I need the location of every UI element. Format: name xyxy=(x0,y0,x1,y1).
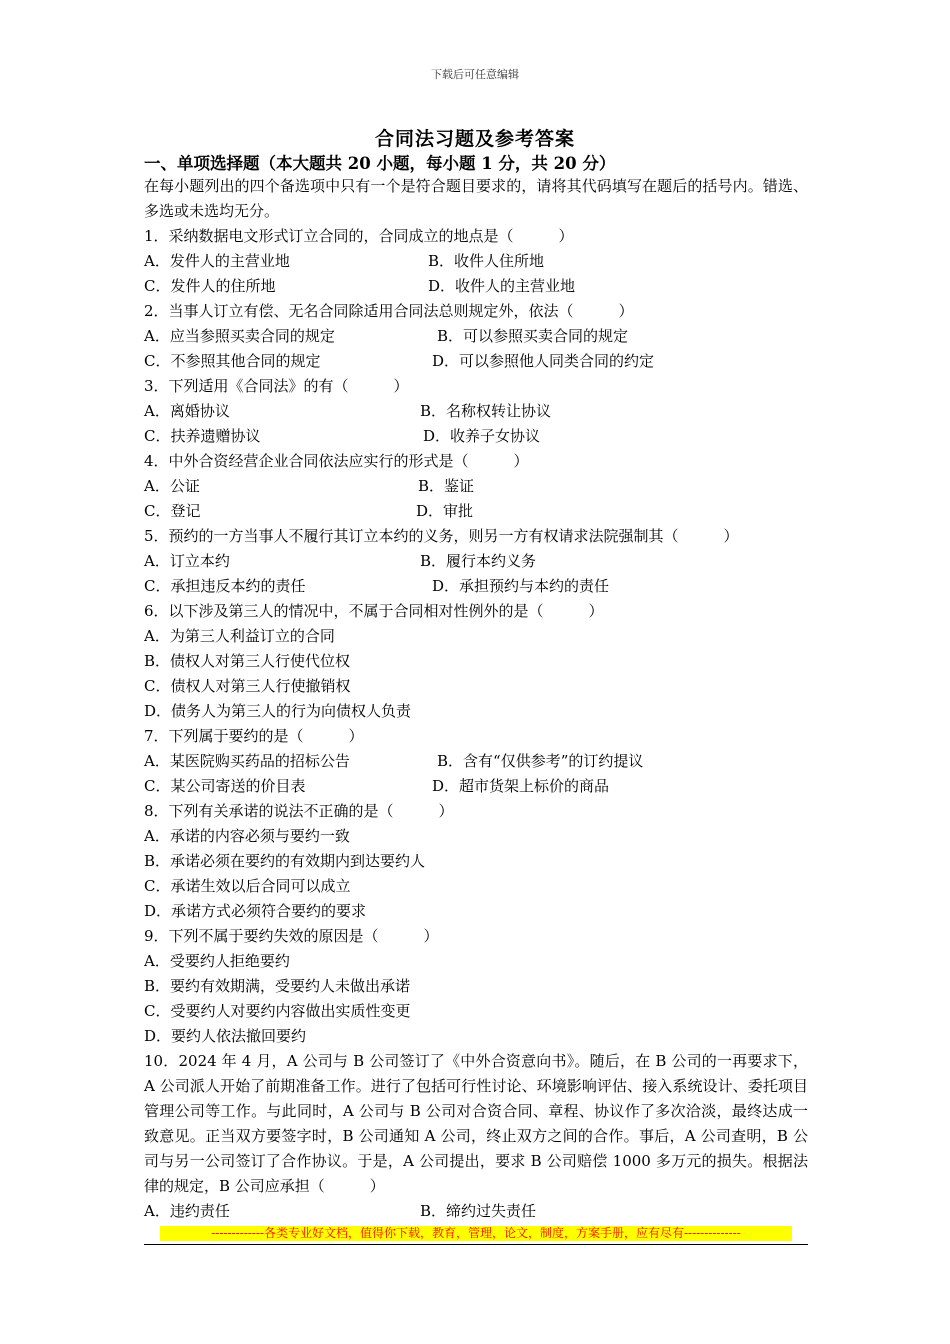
option-d: D．收件人的主营业地 xyxy=(428,277,576,295)
option-b: B．含有“仅供参考”的订约提议 xyxy=(437,752,644,770)
option-row xyxy=(144,274,808,299)
option-row xyxy=(144,474,808,499)
option-d: D．要约人依法撤回要约 xyxy=(144,1027,307,1045)
option-c: C．发件人的住所地 xyxy=(144,277,276,295)
option-b: B．收件人住所地 xyxy=(428,252,545,270)
instructions: 在每小题列出的四个备选项中只有一个是符合题目要求的，请将其代码填写在题后的括号内。错选、多选或未选均无分。 xyxy=(144,177,808,220)
option-b: B．可以参照买卖合同的规定 xyxy=(437,327,629,345)
option-b: B．鉴证 xyxy=(418,477,475,495)
option-row xyxy=(144,349,808,374)
option-a: A．受要约人拒绝要约 xyxy=(144,952,290,970)
option-row xyxy=(144,249,808,274)
footer-banner: -------------各类专业好文档，值得你下载，教育，管理，论文，制度，方案手册，应有尽有-------------- xyxy=(160,1226,792,1241)
question-stem: 10．2024 年 4 月，A 公司与 B 公司签订了《中外合资意向书》。随后，在 B 公司的一再要求下，A 公司派人开始了前期准备工作。进行了包括可行性讨论、环境影响评估、接入系统设计、委托项目管理公司等工作。与此同时，A 公司与 B 公司对合资合同、章程、协议作了多次洽淡，最终达成一致意见。正当双方要签字时，B 公司通知 A 公司，终止双方之间的合作。事后，A 公司查明，B 公司与另一公司签订了合作协议。于是，A 公司提出，要求 B 公司赔偿 1000 多万元的损失。根据法律的规定，B 公司应承担（ ） xyxy=(144,1052,808,1195)
option-a: A．发件人的主营业地 xyxy=(144,252,290,270)
footer-rule xyxy=(144,1244,808,1245)
option-row xyxy=(144,1199,808,1224)
question-stem: 3．下列适用《合同法》的有（ ） xyxy=(144,377,409,395)
option-d: D．可以参照他人同类合同的约定 xyxy=(432,352,655,370)
option-row xyxy=(144,399,808,424)
question-stem: 4．中外合资经营企业合同依法应实行的形式是（ ） xyxy=(144,452,529,470)
option-b: B．承诺必须在要约的有效期内到达要约人 xyxy=(144,852,426,870)
option-b: B．履行本约义务 xyxy=(420,552,537,570)
option-d: D．承担预约与本约的责任 xyxy=(432,577,610,595)
option-row xyxy=(144,774,808,799)
question-stem: 2．当事人订立有偿、无名合同除适用合同法总则规定外，依法（ ） xyxy=(144,302,634,320)
option-row xyxy=(144,574,808,599)
option-d: D．审批 xyxy=(416,502,474,520)
option-d: D．债务人为第三人的行为向债权人负责 xyxy=(144,702,412,720)
option-d: D．承诺方式必须符合要约的要求 xyxy=(144,902,367,920)
option-c: C．受要约人对要约内容做出实质性变更 xyxy=(144,1002,411,1020)
option-row xyxy=(144,424,808,449)
option-a: A．订立本约 xyxy=(144,552,230,570)
option-d: D．收养子女协议 xyxy=(423,427,541,445)
question-stem: 6．以下涉及第三人的情况中，不属于合同相对性例外的是（ ） xyxy=(144,602,604,620)
option-row xyxy=(144,324,808,349)
question-list xyxy=(144,174,808,1224)
option-a: A．应当参照买卖合同的规定 xyxy=(144,327,335,345)
document-title: 合同法习题及参考答案 xyxy=(374,128,575,150)
option-a: A．为第三人利益订立的合同 xyxy=(144,627,335,645)
option-c: C．债权人对第三人行使撤销权 xyxy=(144,677,351,695)
header-note: 下载后可任意编辑 xyxy=(431,68,519,81)
option-a: A．违约责任 xyxy=(144,1202,230,1220)
option-row xyxy=(144,749,808,774)
option-b: B．名称权转让协议 xyxy=(420,402,552,420)
option-row xyxy=(144,549,808,574)
option-c: C．某公司寄送的价目表 xyxy=(144,777,306,795)
question-stem: 8．下列有关承诺的说法不正确的是（ ） xyxy=(144,802,454,820)
question-stem: 5．预约的一方当事人不履行其订立本约的义务，则另一方有权请求法院强制其（ ） xyxy=(144,527,739,545)
option-b: B．缔约过失责任 xyxy=(420,1202,537,1220)
option-c: C．承诺生效以后合同可以成立 xyxy=(144,877,351,895)
option-row xyxy=(144,499,808,524)
option-c: C．不参照其他合同的规定 xyxy=(144,352,321,370)
option-c: C．扶养遗赠协议 xyxy=(144,427,261,445)
question-stem: 7．下列属于要约的是（ ） xyxy=(144,727,364,745)
option-c: C．承担违反本约的责任 xyxy=(144,577,306,595)
option-a: A．某医院购买药品的招标公告 xyxy=(144,752,350,770)
option-a: A．离婚协议 xyxy=(144,402,230,420)
section-heading: 一、单项选择题（本大题共 20 小题，每小题 1 分，共 20 分） xyxy=(144,154,616,173)
option-c: C．登记 xyxy=(144,502,201,520)
option-b: B．要约有效期满，受要约人未做出承诺 xyxy=(144,977,411,995)
option-b: B．债权人对第三人行使代位权 xyxy=(144,652,351,670)
option-a: A．承诺的内容必须与要约一致 xyxy=(144,827,350,845)
option-d: D．超市货架上标价的商品 xyxy=(432,777,610,795)
question-stem: 9．下列不属于要约失效的原因是（ ） xyxy=(144,927,439,945)
option-a: A．公证 xyxy=(144,477,200,495)
question-stem: 1．采纳数据电文形式订立合同的，合同成立的地点是（ ） xyxy=(144,227,574,245)
